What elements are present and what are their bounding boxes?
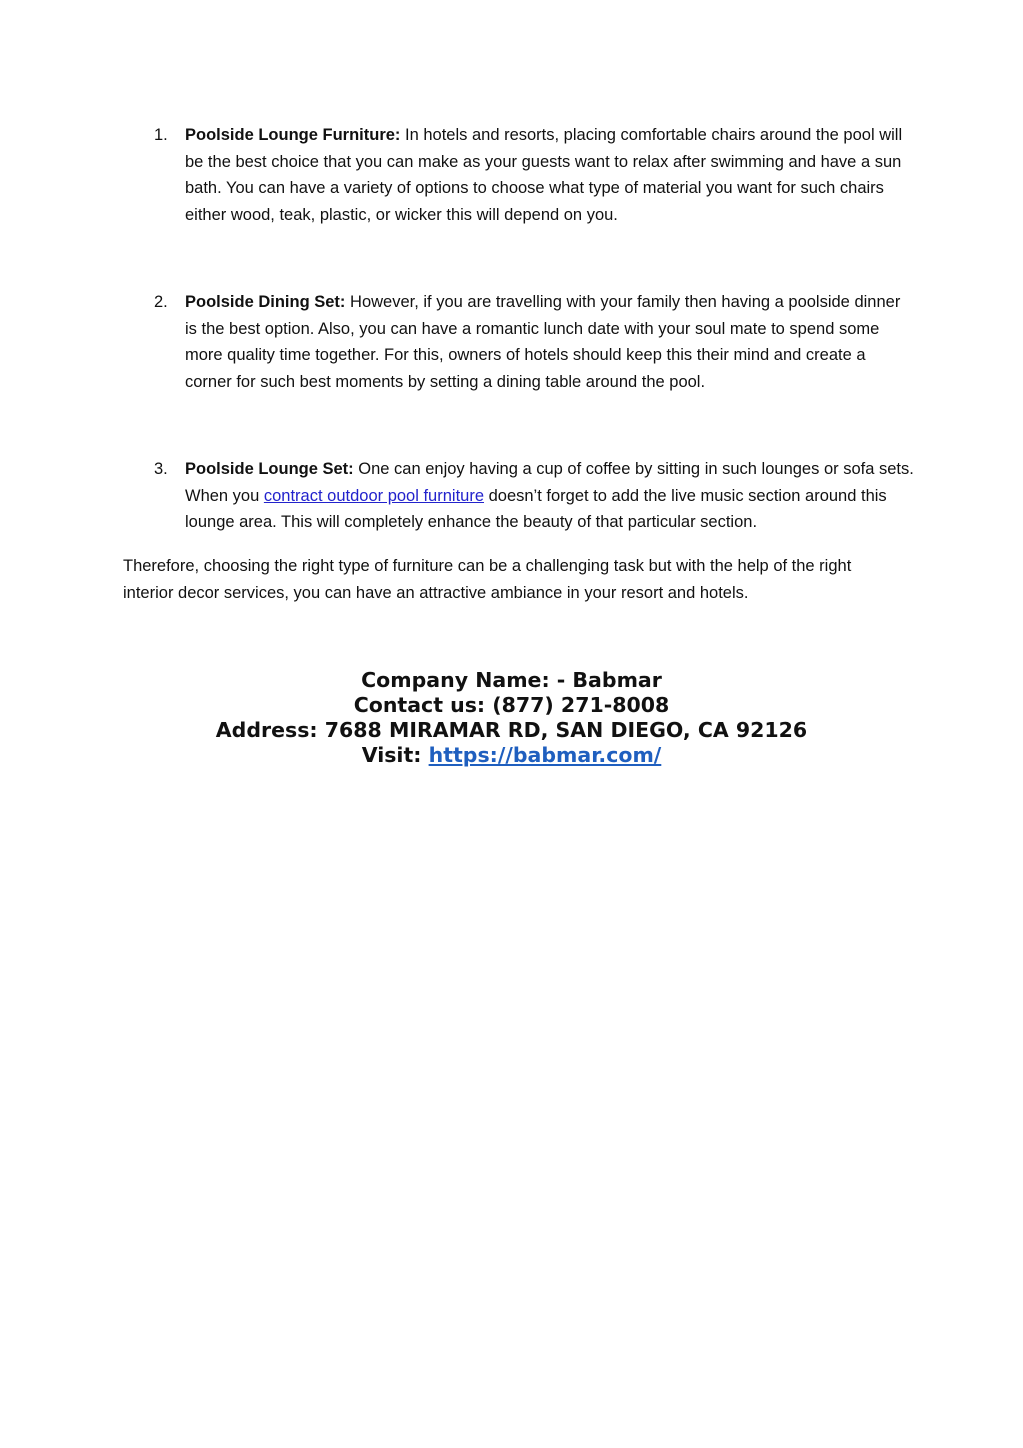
list-item-text: However, if you are travelling with your family then having a poolside dinner is the best option. Also, you can have a romantic lunch date with your soul mate to spend some more quality time together. For this, owners of hotels should keep this their mind and create a corner for such best moments by setting a dining table around the pool. [185,293,901,392]
visit-label: Visit: [361,743,429,767]
visit-line [0,743,1023,768]
list-item-poolside-dining-set [154,289,914,396]
list-number: 2. [154,293,168,311]
list-item-text-before-link: One can enjoy having a cup of coffee by sitting in such lounges or sofa sets. When you [185,460,914,505]
list-number: 1. [154,126,168,144]
list-item-body [185,122,914,229]
contact-block [0,668,1023,768]
list-item-poolside-lounge-furniture [154,122,914,229]
website-link[interactable]: https://babmar.com/ [428,743,662,767]
list-item-poolside-lounge-set [154,456,914,536]
conclusion-paragraph: Therefore, choosing the right type of furniture can be a challenging task but with the help of the right interior decor services, you can have an attractive ambiance in your resort and hotels. [123,557,852,602]
list-item-body [185,456,914,536]
contact-address: Address: 7688 MIRAMAR RD, SAN DIEGO, CA 92126 [215,718,808,742]
list-item-title: Poolside Lounge Furniture: [185,126,401,144]
list-number: 3. [154,460,168,478]
list-item-title: Poolside Lounge Set: [185,460,354,478]
list-item-title: Poolside Dining Set: [185,293,346,311]
list-item-body [185,289,914,396]
company-name: Company Name: - Babmar [361,668,662,692]
contract-outdoor-pool-furniture-link[interactable]: contract outdoor pool furniture [263,486,485,505]
list-item-text-after-link: doesn’t forget to add the live music section around this lounge area. This will completely enhance the beauty of that particular section. [185,486,887,532]
contact-phone: Contact us: (877) 271-8008 [353,693,670,717]
list-item-text: In hotels and resorts, placing comfortable chairs around the pool will be the best choice that you can make as your guests want to relax after swimming and have a sun bath. You can have a variety of options to choose what type of material you want for such chairs either wood, teak, plastic, or wicker this will depend on you. [185,126,903,225]
